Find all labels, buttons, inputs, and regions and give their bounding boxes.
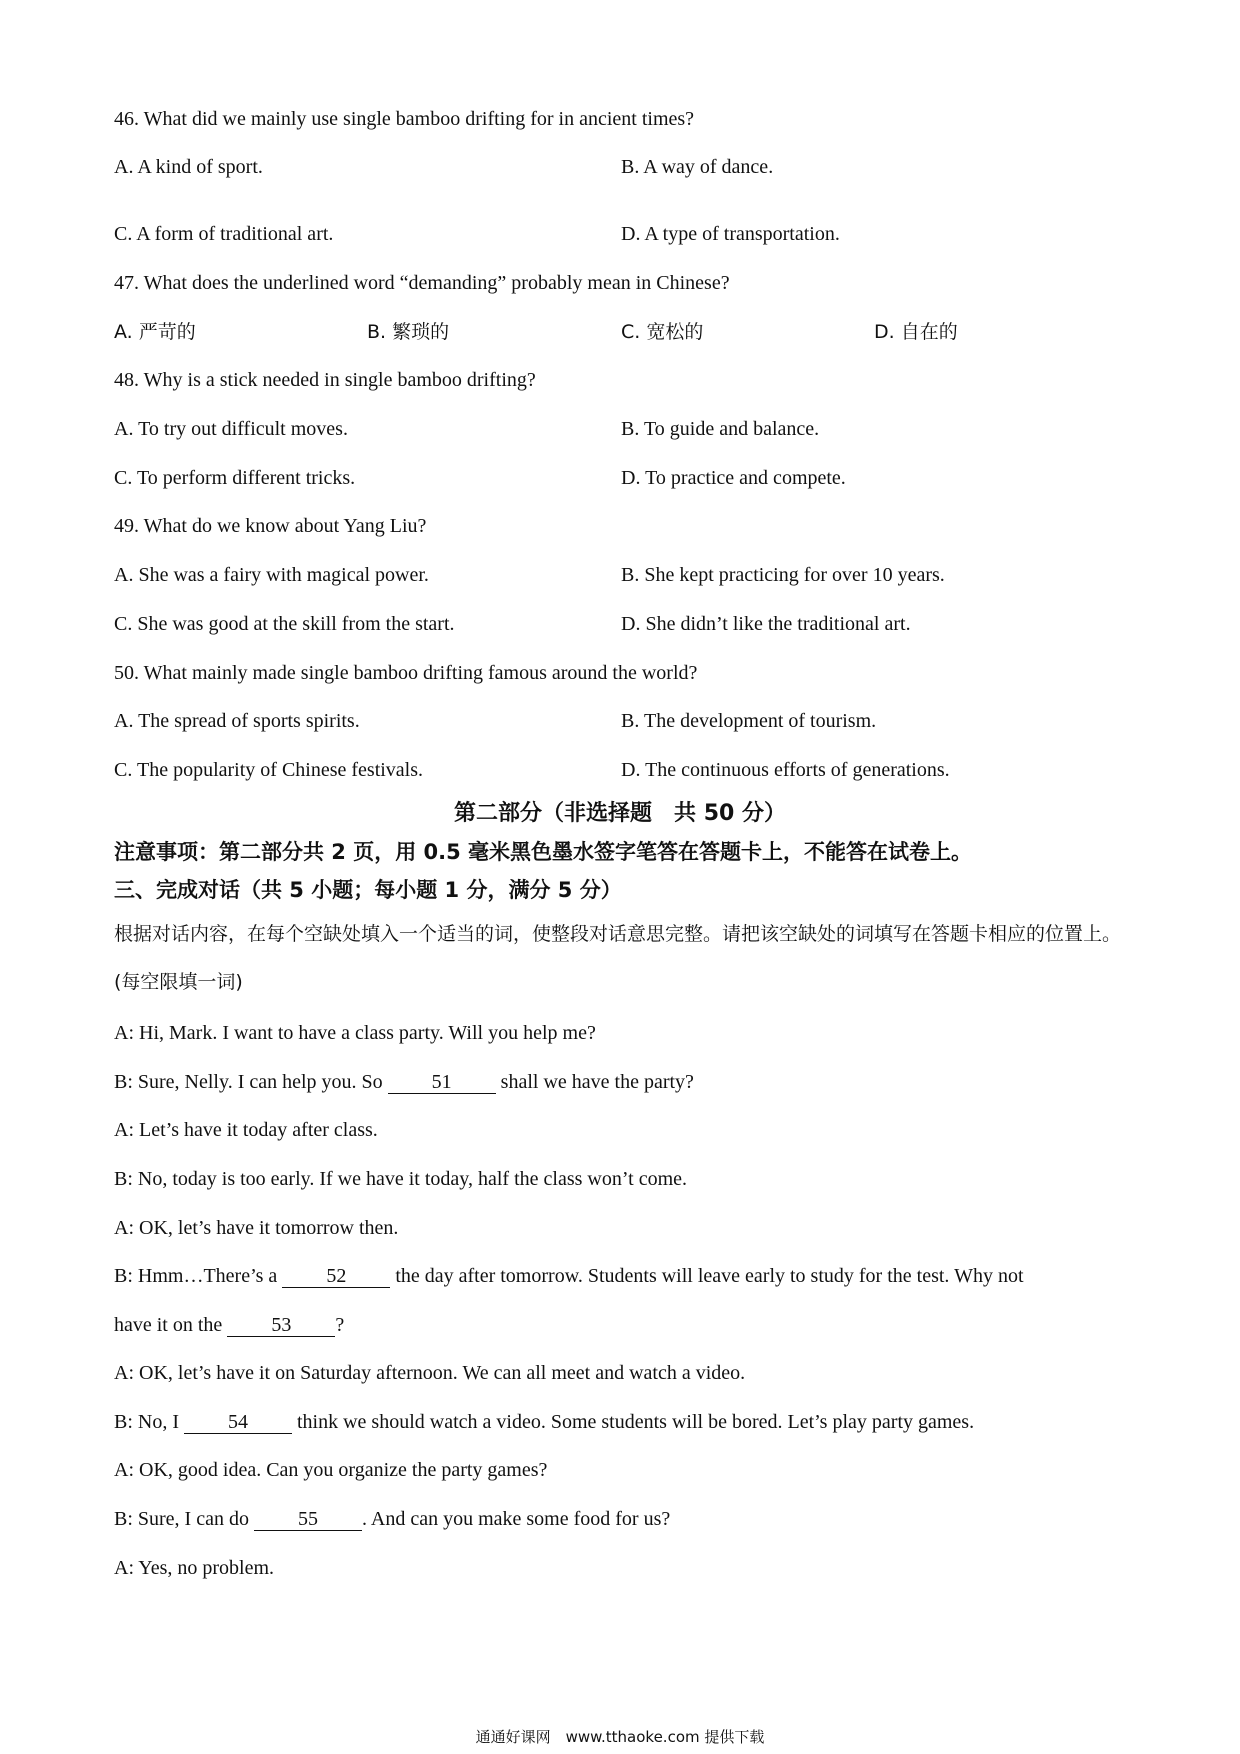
dialogue-line-11: B: Sure, I can do 55 . And can you make some food for us? <box>114 1508 671 1530</box>
blank-53: 53 <box>227 1314 335 1337</box>
option-47-a: A. 严苛的 <box>114 321 196 343</box>
options-46-row2 <box>114 221 1134 247</box>
option-46-a: A. A kind of sport. <box>114 156 263 178</box>
options-47-row <box>114 319 1134 345</box>
option-48-d: D. To practice and compete. <box>621 467 846 489</box>
question-47: 47. What does the underlined word “demanding” probably mean in Chinese? <box>114 272 730 294</box>
option-48-a: A. To try out difficult moves. <box>114 418 348 440</box>
option-49-c: C. She was good at the skill from the start. <box>114 613 455 635</box>
part2-title: 第二部分（非选择题 共 50 分） <box>454 801 786 826</box>
option-50-d: D. The continuous efforts of generations. <box>621 759 950 781</box>
options-48-row2 <box>114 465 1134 491</box>
dialogue-line-1: A: Hi, Mark. I want to have a class party. Will you help me? <box>114 1022 596 1044</box>
blank-54: 54 <box>184 1411 292 1434</box>
option-46-d: D. A type of transportation. <box>621 223 840 245</box>
dialogue-line-3: A: Let’s have it today after class. <box>114 1119 378 1141</box>
page-footer: 通通好课网 www.tthaoke.com 提供下载 <box>475 1728 765 1746</box>
question-46: 46. What did we mainly use single bamboo drifting for in ancient times? <box>114 108 695 130</box>
option-49-b: B. She kept practicing for over 10 years. <box>621 564 945 586</box>
dialogue-line-12: A: Yes, no problem. <box>114 1557 275 1579</box>
blank-52: 52 <box>282 1265 390 1288</box>
option-47-d: D. 自在的 <box>874 321 958 343</box>
section-title: 三、完成对话（共 5 小题；每小题 1 分，满分 5 分） <box>114 878 622 902</box>
dialogue-line-6: B: Hmm…There’s a 52 the day after tomorrow. Students will leave early to study for the test. Why not <box>114 1265 1024 1287</box>
section-instructions: 根据对话内容，在每个空缺处填入一个适当的词，使整段对话意思完整。请把该空缺处的词填写在答题卡相应的位置上。(每空限填一词) <box>114 923 1122 993</box>
option-50-b: B. The development of tourism. <box>621 710 877 732</box>
option-48-b: B. To guide and balance. <box>621 418 820 440</box>
dialogue-line-8: A: OK, let’s have it on Saturday afternoon. We can all meet and watch a video. <box>114 1362 746 1384</box>
options-50-row1 <box>114 708 1134 734</box>
question-49: 49. What do we know about Yang Liu? <box>114 515 427 537</box>
options-48-row1 <box>114 416 1134 442</box>
part2-notice: 注意事项：第二部分共 2 页，用 0.5 毫米黑色墨水签字笔答在答题卡上，不能答在试卷上。 <box>114 840 973 864</box>
dialogue-line-7: have it on the 53 ? <box>114 1314 345 1336</box>
dialogue-line-4: B: No, today is too early. If we have it today, half the class won’t come. <box>114 1168 687 1190</box>
blank-55: 55 <box>254 1508 362 1531</box>
blank-51: 51 <box>388 1071 496 1094</box>
question-48: 48. Why is a stick needed in single bamboo drifting? <box>114 369 536 391</box>
dialogue-line-2: B: Sure, Nelly. I can help you. So 51 shall we have the party? <box>114 1071 694 1093</box>
options-46-row1 <box>114 154 1134 180</box>
option-46-b: B. A way of dance. <box>621 156 774 178</box>
option-47-b: B. 繁琐的 <box>367 321 450 343</box>
dialogue-line-5: A: OK, let’s have it tomorrow then. <box>114 1217 399 1239</box>
dialogue-line-9: B: No, I 54 think we should watch a video. Some students will be bored. Let’s play party games. <box>114 1411 975 1433</box>
options-49-row2 <box>114 611 1134 637</box>
option-50-a: A. The spread of sports spirits. <box>114 710 360 732</box>
option-47-c: C. 宽松的 <box>621 321 704 343</box>
options-49-row1 <box>114 562 1134 588</box>
options-50-row2 <box>114 757 1134 783</box>
option-48-c: C. To perform different tricks. <box>114 467 356 489</box>
option-50-c: C. The popularity of Chinese festivals. <box>114 759 424 781</box>
option-49-d: D. She didn’t like the traditional art. <box>621 613 911 635</box>
option-46-c: C. A form of traditional art. <box>114 223 334 245</box>
question-50: 50. What mainly made single bamboo drifting famous around the world? <box>114 662 698 684</box>
option-49-a: A. She was a fairy with magical power. <box>114 564 429 586</box>
dialogue-line-10: A: OK, good idea. Can you organize the party games? <box>114 1459 548 1481</box>
